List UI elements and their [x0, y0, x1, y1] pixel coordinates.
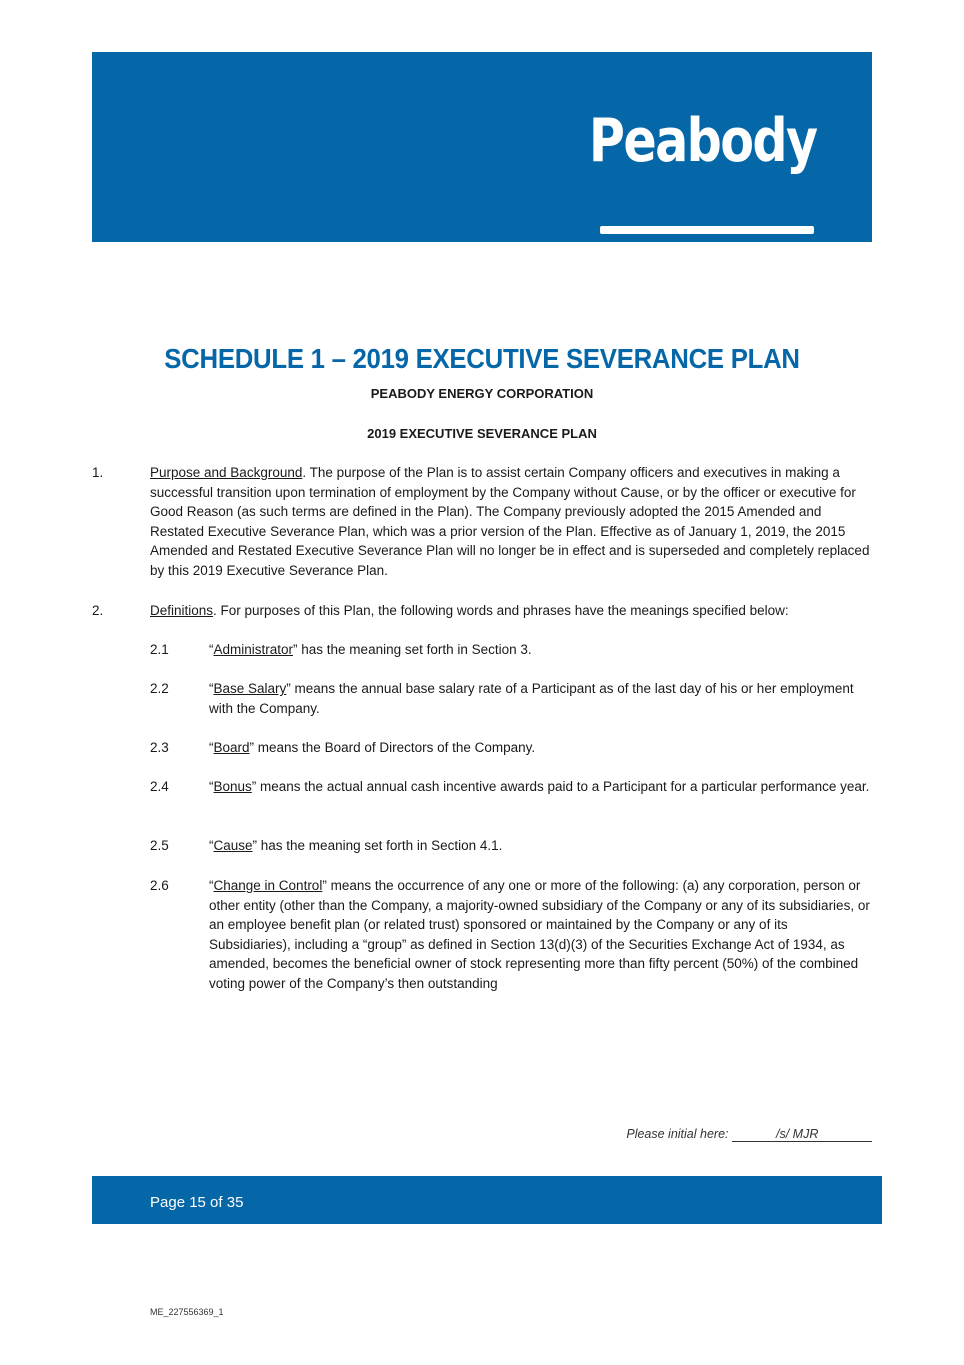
definition-term: Base Salary	[213, 681, 287, 696]
peabody-logo: Peabody	[588, 106, 816, 176]
definition-text: ” means the annual base salary rate of a Participant as of the last day of his or her employment with the Company.	[209, 681, 854, 716]
definition-item	[209, 836, 873, 856]
open-quote: “	[209, 642, 214, 657]
open-quote: “	[209, 878, 214, 893]
definition-term: Cause	[213, 838, 253, 853]
definition-number: 2.4	[150, 779, 169, 794]
definition-number: 2.3	[150, 740, 169, 755]
definition-term: Change in Control	[213, 878, 323, 893]
definition-number: 2.6	[150, 878, 169, 893]
page-title: SCHEDULE 1 – 2019 EXECUTIVE SEVERANCE PLAN	[164, 343, 800, 374]
definition-number: 2.2	[150, 681, 169, 696]
definition-text: ” means the actual annual cash incentive awards paid to a Participant for a particular performance year.	[251, 779, 870, 794]
section-text: . For purposes of this Plan, the following words and phrases have the meanings specified below:	[213, 603, 789, 618]
footer-band	[92, 1176, 882, 1224]
definition-term: Administrator	[213, 642, 294, 657]
definition-term: Board	[213, 740, 250, 755]
open-quote: “	[209, 740, 214, 755]
initial-label: Please initial here:	[626, 1127, 729, 1141]
definition-item	[209, 777, 873, 797]
initial-value: /s/ MJR	[732, 1127, 872, 1142]
definition-number: 2.5	[150, 838, 169, 853]
definition-item	[209, 640, 873, 660]
section-number: 2.	[92, 603, 104, 618]
plan-name: 2019 EXECUTIVE SEVERANCE PLAN	[367, 426, 597, 441]
section-heading: Purpose and Background	[150, 465, 303, 480]
definition-item	[209, 679, 873, 718]
definition-text: ” means the occurrence of any one or more of the following: (a) any corporation, person or other entity (other than the Company, a majority-owned subsidiary of the Company or any of its subsidiaries, or an employee benefit plan (or related trust) sponsored or maintained by the Company or any of its Subsidiaries), including a “group” as defined in Section 13(d)(3) of the Securities Exchange Act of 1934, as amended, becomes the beneficial owner of stock representing more than fifty percent (50%) of the combined voting power of the Company’s then outstanding	[209, 878, 870, 991]
page-number: Page 15 of 35	[150, 1194, 244, 1211]
section-paragraph	[150, 463, 872, 581]
open-quote: “	[209, 838, 214, 853]
section-heading: Definitions	[150, 603, 214, 618]
open-quote: “	[209, 681, 214, 696]
open-quote: “	[209, 779, 214, 794]
definition-text: ” means the Board of Directors of the Company.	[249, 740, 536, 755]
definition-item	[209, 876, 873, 994]
section-number: 1.	[92, 465, 104, 480]
logo-underline	[600, 226, 814, 234]
definition-number: 2.1	[150, 642, 169, 657]
header-band	[92, 52, 872, 242]
initial-line	[626, 1127, 872, 1142]
definition-text: ” has the meaning set forth in Section 3.	[293, 642, 532, 657]
section-text: . The purpose of the Plan is to assist certain Company officers and executives in making a successful transition upon termination of employment by the Company without Cause, or by the officer or executive for Good Reason (as such terms are defined in the Plan). The Company previously adopted the 2015 Amended and Restated Executive Severance Plan, which was a prior version of the Plan. Effective as of January 1, 2019, the 2015 Amended and Restated Executive Severance Plan will no longer be in effect and is superseded and completely replaced by this 2019 Executive Severance Plan.	[150, 465, 870, 578]
section-paragraph	[150, 601, 872, 621]
definition-term: Bonus	[213, 779, 252, 794]
definition-item	[209, 738, 873, 758]
document-id: ME_227556369_1	[150, 1307, 224, 1317]
company-name: PEABODY ENERGY CORPORATION	[370, 386, 594, 401]
definition-text: ” has the meaning set forth in Section 4.1.	[252, 838, 503, 853]
